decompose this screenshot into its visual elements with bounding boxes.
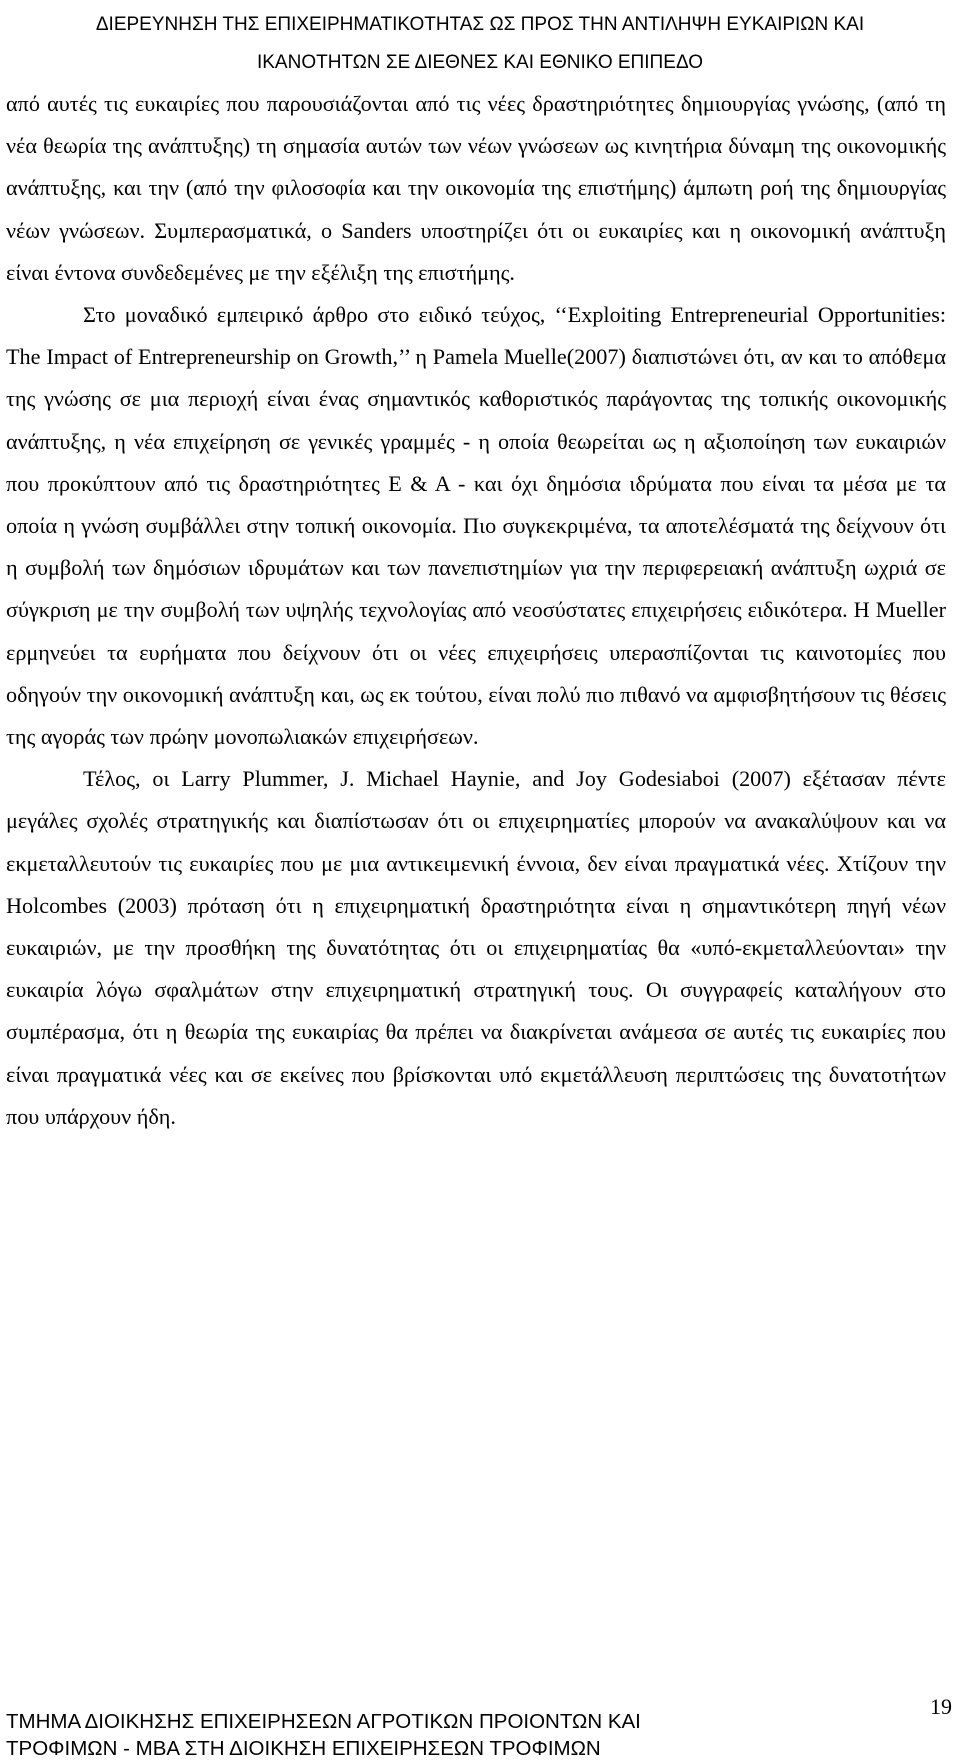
page-header — [0, 6, 960, 82]
body-text — [6, 83, 946, 1138]
paragraph-plummer: Τέλος, οι Larry Plummer, J. Michael Haynie, and Joy Godesiaboi (2007) εξέτασαν πέντε μεγάλες σχολές στρατηγικής και διαπίστωσαν ότι οι επιχειρηματίες μπορούν να ανακαλύψουν και να εκμεταλλευτούν τις ευκαιρίες που με μια αντικειμενική έννοια, δεν είναι πραγματικά νέες. Χτίζουν την Holcombes (2003) πρόταση ότι η επιχειρηματική δραστηριότητα είναι η σημαντικότερη πηγή νέων ευκαιριών, με την προσθήκη της δυνατότητας ότι οι επιχειρηματίας θα «υπό-εκμεταλλεύονται» την ευκαιρία λόγω σφαλμάτων στην επιχειρηματική στρατηγική τους. Οι συγγραφείς καταλήγουν στο συμπέρασμα, ότι η θεωρία της ευκαιρίας θα πρέπει να διακρίνεται ανάμεσα σε αυτές τις ευκαιρίες που είναι πραγματικά νέες και σε εκείνες που βρίσκονται υπό εκμετάλλευση περιπτώσεις της δυνατοτήτων που υπάρχουν ήδη. — [6, 766, 946, 1129]
page-number: 19 — [930, 1694, 952, 1719]
header-line-1: ΔΙΕΡΕΥΝΗΣΗ ΤΗΣ ΕΠΙΧΕΙΡΗΜΑΤΙΚΟΤΗΤΑΣ ΩΣ ΠΡΟΣ ΤΗΝ ΑΝΤΙΛΗΨΗ ΕΥΚΑΙΡΙΩΝ ΚΑΙ — [95, 14, 865, 35]
paragraph-continuation: από αυτές τις ευκαιρίες που παρουσιάζονται από τις νέες δραστηριότητες δημιουργίας γνώσης, (από τη νέα θεωρία της ανάπτυξης) τη σημασία αυτών των νέων γνώσεων ως κινητήρια δύναμη της οικονομικής ανάπτυξης, και την (από την φιλοσοφία και την οικονομία της επιστήμης) άμπωτη ροή της δημιουργίας νέων γνώσεων. Συμπερασματικά, ο Sanders υποστηρίζει ότι οι ευκαιρίες και η οικονομική ανάπτυξη είναι έντονα συνδεδεμένες με την εξέλιξη της επιστήμης. — [6, 91, 946, 285]
page-footer — [6, 1708, 641, 1762]
footer-line-1: ΤΜΗΜΑ ΔΙΟΙΚΗΣΗΣ ΕΠΙΧΕΙΡΗΣΕΩΝ ΑΓΡΟΤΙΚΩΝ ΠΡΟΙΟΝΤΩΝ ΚΑΙ — [6, 1710, 641, 1733]
header-line-2: ΙΚΑΝΟΤΗΤΩΝ ΣΕ ΔΙΕΘΝΕΣ ΚΑΙ ΕΘΝΙΚΟ ΕΠΙΠΕΔΟ — [256, 52, 704, 73]
paragraph-mueller: Στο μοναδικό εμπειρικό άρθρο στο ειδικό τεύχος, ‘‘Exploiting Entrepreneurial Opportunities: The Impact of Entrepreneurship on Growth,’’ η Pamela Muelle(2007) διαπιστώνει ότι, αν και το απόθεμα της γνώσης σε μια περιοχή είναι ένας σημαντικός καθοριστικός παράγοντας της τοπικής οικονομικής ανάπτυξης, η νέα επιχείρηση σε γενικές γραμμές - η οποία θεωρείται ως η αξιοποίηση των ευκαιριών που προκύπτουν από τις δραστηριότητες Ε & Α - και όχι δημόσια ιδρύματα που είναι τα μέσα με τα οποία η γνώση συμβάλλει στην τοπική οικονομία. Πιο συγκεκριμένα, τα αποτελέσματά της δείχνουν ότι η συμβολή των δημόσιων ιδρυμάτων και των πανεπιστημίων για την περιφερειακή ανάπτυξη ωχριά σε σύγκριση με την συμβολή των υψηλής τεχνολογίας από νεοσύστατες επιχειρήσεις ειδικότερα. Η Mueller ερμηνεύει τα ευρήματα που δείχνουν ότι οι νέες επιχειρήσεις υπερασπίζονται τις καινοτομίες που οδηγούν την οικονομική ανάπτυξη και, ως εκ τούτου, είναι πολύ πιο πιθανό να αμφισβητήσουν τις θέσεις της αγοράς των πρώην μονοπωλιακών επιχειρήσεων. — [6, 302, 946, 750]
footer-line-2: ΤΡΟΦΙΜΩΝ - ΜΒΑ ΣΤΗ ΔΙΟΙΚΗΣΗ ΕΠΙΧΕΙΡΗΣΕΩΝ ΤΡΟΦΙΜΩΝ — [6, 1737, 601, 1760]
